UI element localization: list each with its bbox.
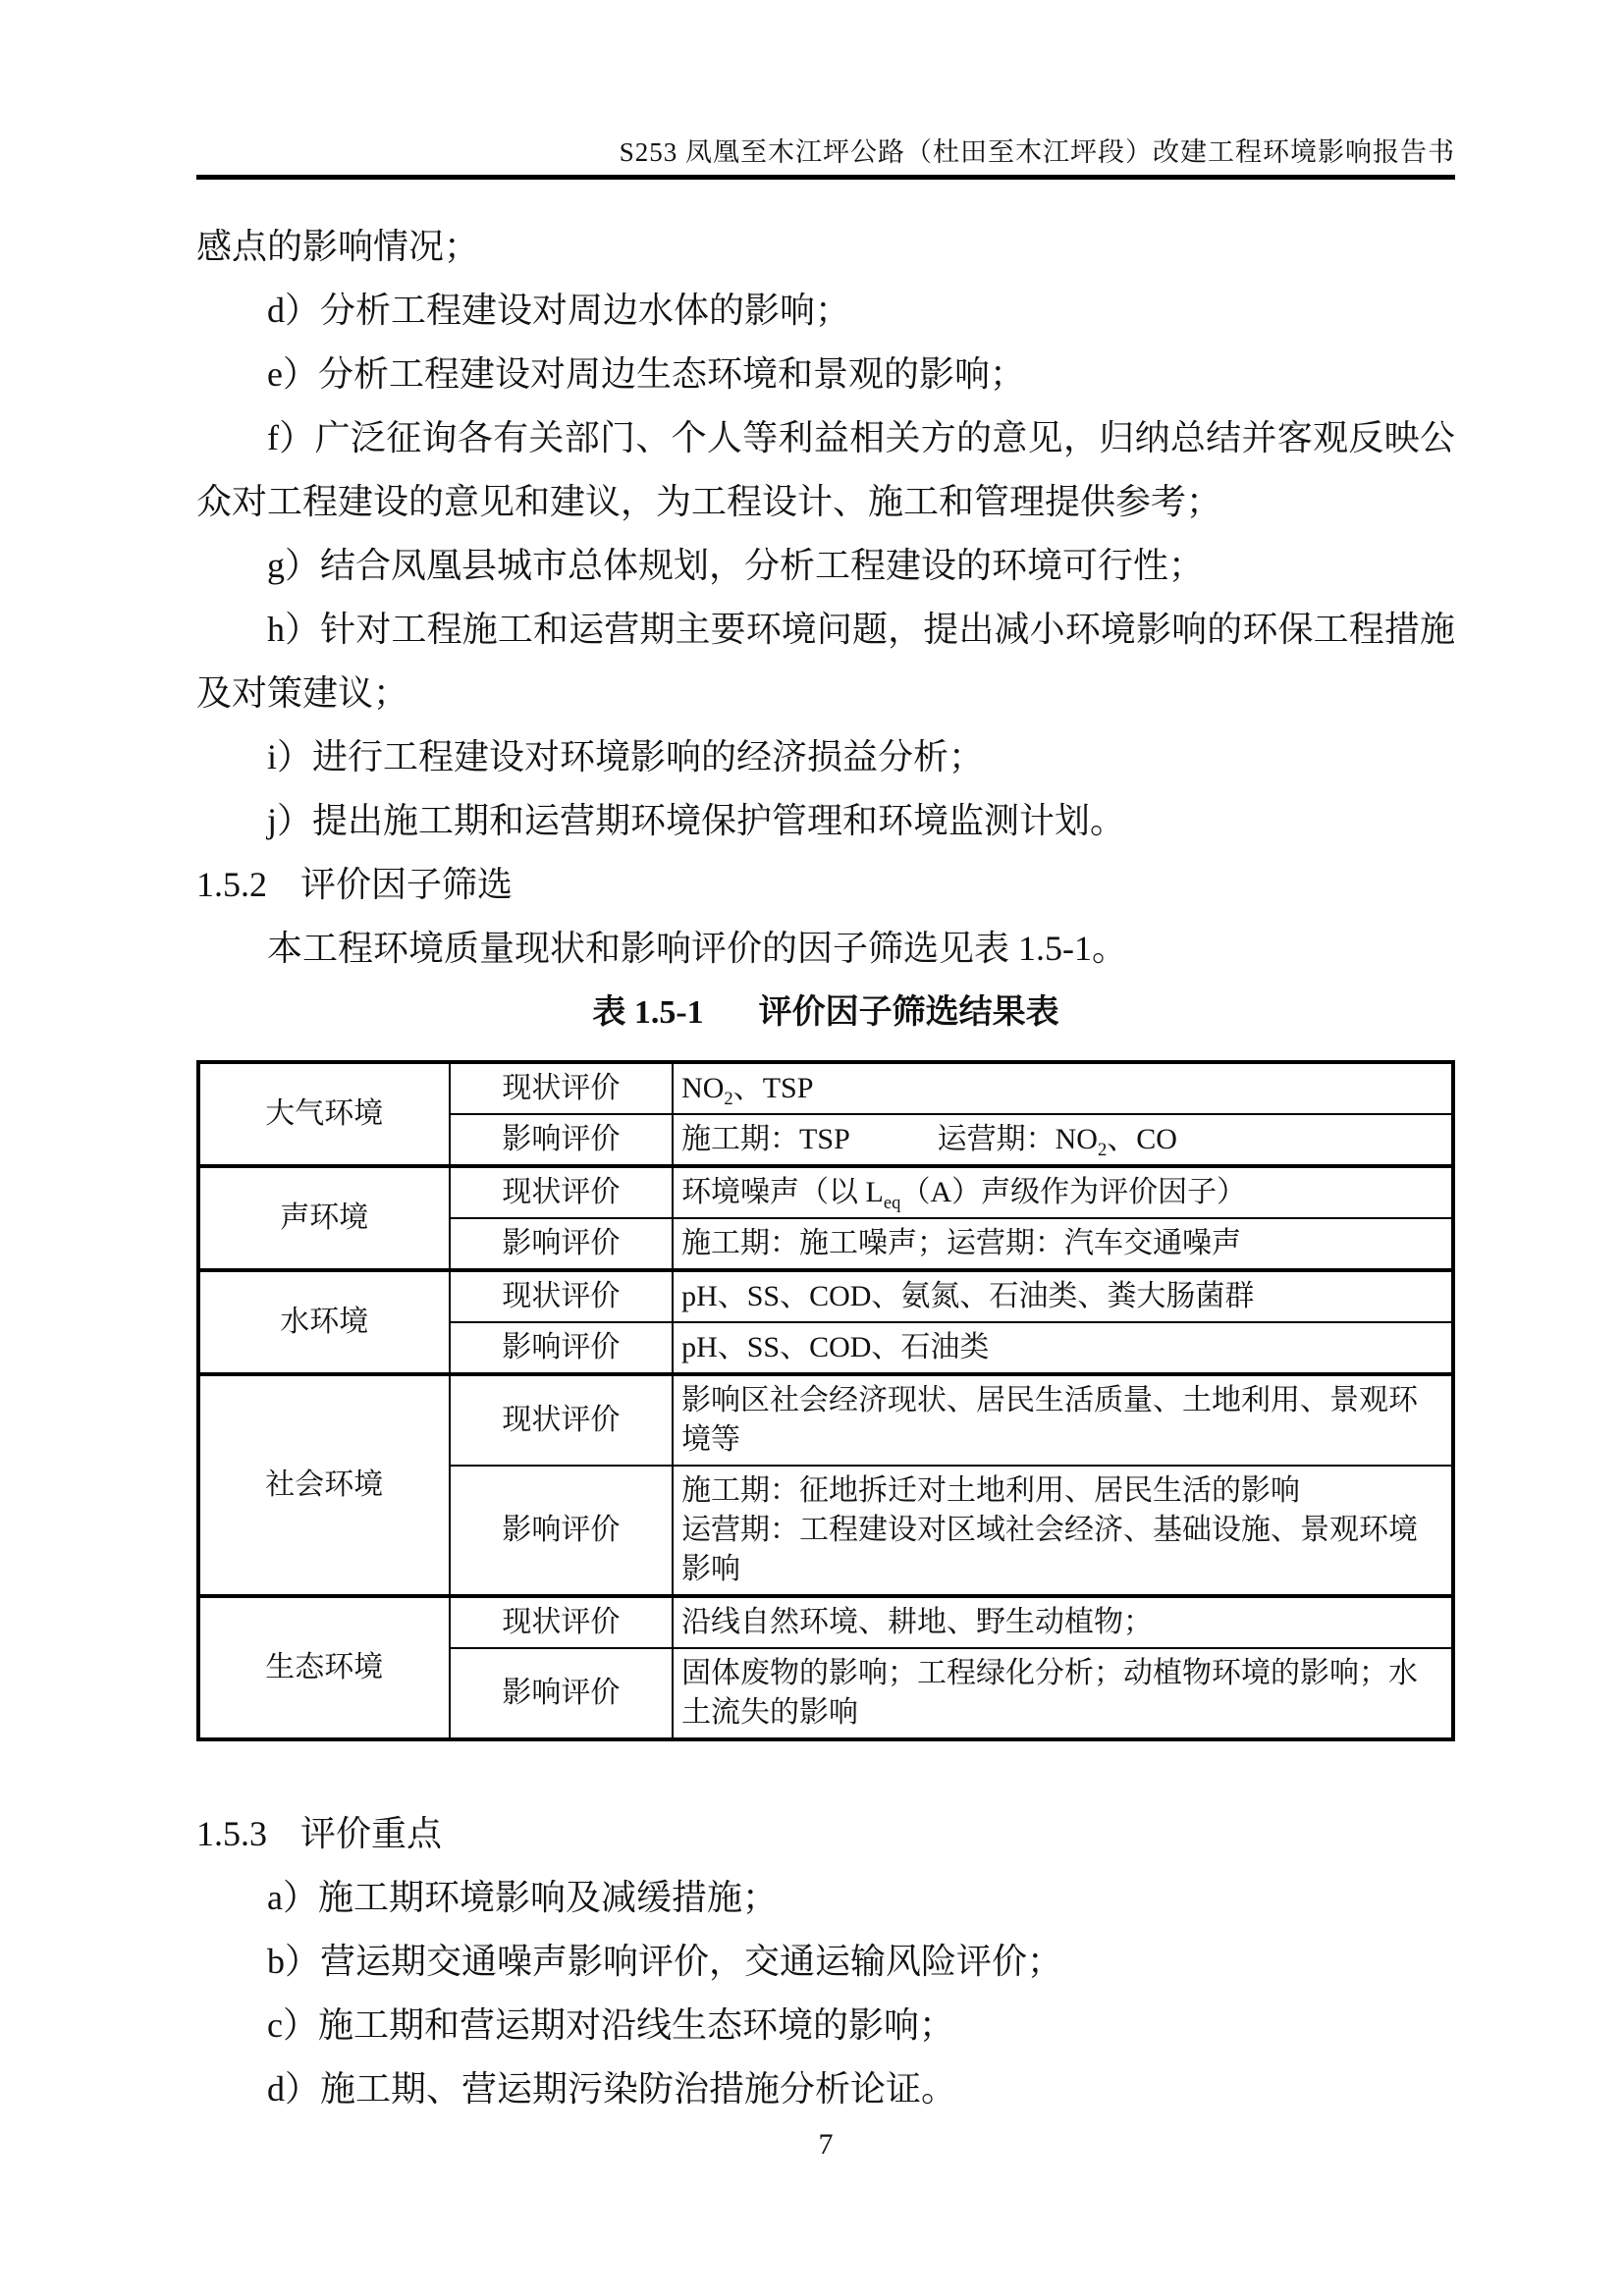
- category-cell: 声环境: [198, 1166, 450, 1270]
- row-type-cell: 现状评价: [450, 1062, 673, 1114]
- content-cell: pH、SS、COD、石油类: [673, 1322, 1453, 1374]
- row-type-cell: 现状评价: [450, 1270, 673, 1322]
- body-text: [196, 215, 1455, 853]
- row-type-cell: 影响评价: [450, 1466, 673, 1596]
- row-type-cell: 现状评价: [450, 1596, 673, 1648]
- focus-item-b: b）营运期交通噪声影响评价，交通运输风险评价；: [267, 1942, 1063, 1981]
- body-item-d: d）分析工程建设对周边水体的影响；: [267, 291, 851, 330]
- table-row: [198, 1166, 1453, 1218]
- section-1-5-2-lead: 本工程环境质量现状和影响评价的因子筛选见表 1.5-1。: [267, 929, 1127, 968]
- row-type-cell: 影响评价: [450, 1218, 673, 1270]
- focus-item-a: a）施工期环境影响及减缓措施；: [267, 1878, 778, 1917]
- focus-item-d: d）施工期、营运期污染防治措施分析论证。: [267, 2069, 957, 2109]
- table-caption: [196, 981, 1455, 1044]
- page-content: [196, 0, 1455, 2121]
- focus-item-c: c）施工期和营运期对沿线生态环境的影响；: [267, 2005, 954, 2045]
- factor-screening-table: [196, 1060, 1455, 1741]
- category-cell: 生态环境: [198, 1596, 450, 1739]
- section-1-5-3-block: [196, 1802, 1455, 2121]
- page-number: 7: [818, 2128, 834, 2161]
- category-cell: 社会环境: [198, 1374, 450, 1596]
- body-item-g: g）结合凤凰县城市总体规划，分析工程建设的环境可行性；: [267, 546, 1205, 585]
- table-row: [198, 1062, 1453, 1114]
- section-title: 评价因子筛选: [300, 865, 514, 904]
- body-item-h: h）针对工程施工和运营期主要环境问题，提出减小环境影响的环保工程措施及对策建议；: [196, 610, 1455, 713]
- category-cell: 大气环境: [198, 1062, 450, 1166]
- body-item-f: f）广泛征询各有关部门、个人等利益相关方的意见，归纳总结并客观反映公众对工程建设的意见和建议，为工程设计、施工和管理提供参考；: [196, 418, 1455, 521]
- row-type-cell: 影响评价: [450, 1648, 673, 1739]
- content-cell: 施工期：TSP 运营期：$NO_2$、CO: [673, 1114, 1453, 1166]
- row-type-cell: 现状评价: [450, 1166, 673, 1218]
- table-caption-title: 评价因子筛选结果表: [758, 994, 1059, 1031]
- content-cell: 施工期：施工噪声；运营期：汽车交通噪声: [673, 1218, 1453, 1270]
- body-item-e: e）分析工程建设对周边生态环境和景观的影响；: [267, 354, 1025, 394]
- section-number: 1.5.2: [196, 865, 267, 904]
- section-number: 1.5.3: [196, 1814, 267, 1853]
- content-cell: 影响区社会经济现状、居民生活质量、土地利用、景观环境等: [673, 1374, 1453, 1466]
- section-title: 评价重点: [300, 1814, 443, 1853]
- content-cell: 施工期：征地拆迁对土地利用、居民生活的影响 运营期：工程建设对区域社会经济、基础设施、景观环境影响: [673, 1466, 1453, 1596]
- content-cell: 环境噪声（以 $L_{eq}(A)$声级作为评价因子）: [673, 1166, 1453, 1218]
- content-cell: pH、SS、COD、氨氮、石油类、粪大肠菌群: [673, 1270, 1453, 1322]
- header-rule: [196, 175, 1455, 180]
- body-intro-line: 感点的影响情况；: [196, 227, 480, 266]
- table-caption-label: 表 1.5-1: [592, 994, 704, 1031]
- category-cell: 水环境: [198, 1270, 450, 1374]
- table-row: [198, 1374, 1453, 1466]
- section-heading-1-5-2: [196, 853, 1455, 917]
- page-header: [196, 0, 1455, 169]
- body-item-i: i）进行工程建设对环境影响的经济损益分析；: [267, 737, 985, 776]
- table-row: [198, 1270, 1453, 1322]
- content-cell: $NO_2$、TSP: [673, 1062, 1453, 1114]
- body-item-j: j）提出施工期和运营期环境保护管理和环境监测计划。: [267, 801, 1126, 840]
- row-type-cell: 现状评价: [450, 1374, 673, 1466]
- row-type-cell: 影响评价: [450, 1114, 673, 1166]
- row-type-cell: 影响评价: [450, 1322, 673, 1374]
- header-title: S253 凤凰至木江坪公路（杜田至木江坪段）改建工程环境影响报告书: [619, 137, 1455, 167]
- section-heading-1-5-3: [196, 1802, 1455, 1866]
- content-cell: 沿线自然环境、耕地、野生动植物；: [673, 1596, 1453, 1648]
- table-row: [198, 1596, 1453, 1648]
- content-cell: 固体废物的影响；工程绿化分析；动植物环境的影响；水土流失的影响: [673, 1648, 1453, 1739]
